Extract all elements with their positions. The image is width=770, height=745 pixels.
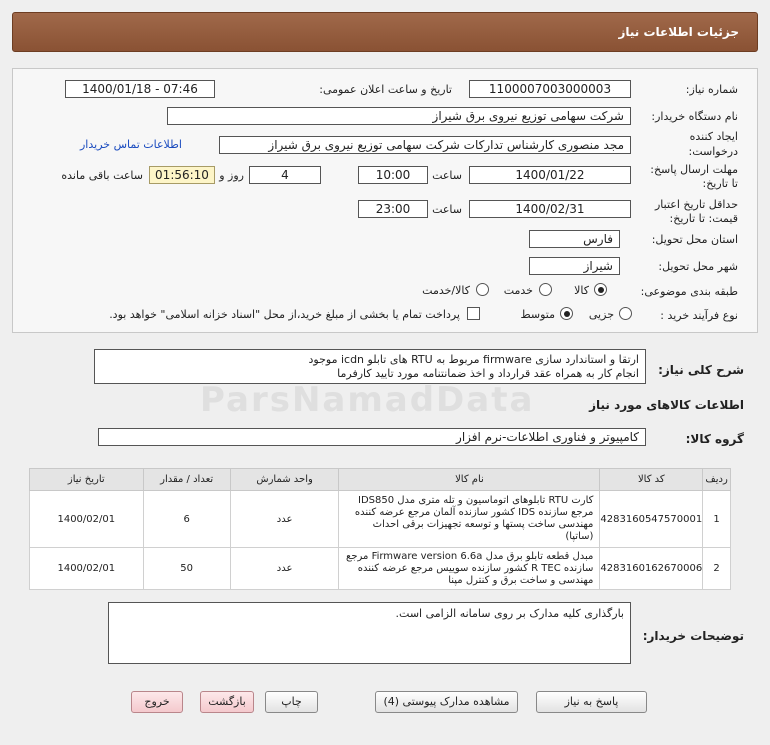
province-label: استان محل تحویل:: [651, 233, 738, 246]
days-field: 4: [249, 166, 321, 184]
exit-button[interactable]: خروج: [131, 691, 183, 713]
creator-field: مجد منصوری کارشناس تدارکات شرکت سهامی توزیع نیروی برق شیراز: [219, 136, 631, 154]
need-number-label: شماره نیاز:: [685, 83, 738, 96]
process-medium-radio[interactable]: [560, 307, 573, 320]
cell-code: 4283160162670006: [600, 548, 703, 590]
category-both-label: کالا/خدمت: [422, 284, 470, 297]
buyer-notes-box: بارگذاری کلیه مدارک بر روی سامانه الزامی است.: [108, 602, 631, 664]
announce-label: تاریخ و ساعت اعلان عمومی:: [319, 83, 452, 96]
category-both-radio[interactable]: [476, 283, 489, 296]
cell-qty: 6: [143, 491, 230, 548]
buyer-contact-link[interactable]: اطلاعات تماس خریدار: [80, 138, 182, 151]
buyer-notes-label: توضیحات خریدار:: [642, 629, 744, 643]
table-header-row: [30, 469, 731, 491]
summary-box: [94, 349, 646, 384]
validity-label-1: حداقل تاریخ اعتبار: [654, 198, 738, 211]
process-medium-label: متوسط: [520, 308, 555, 321]
col-qty: تعداد / مقدار: [143, 469, 230, 491]
reply-deadline-label-2: تا تاریخ:: [702, 177, 738, 190]
cell-name: کارت RTU تابلوهای اتوماسیون و تله متری مدل IDS850 مرجع سازنده IDS کشور سازنده آلمان مرجع عرضه کننده مهندسی ساخت پستها و توسعه تجهیزات برقی احداث (ساتپا): [339, 491, 600, 548]
col-name: نام کالا: [339, 469, 600, 491]
watermark-logo: ParsNamadData: [200, 380, 535, 420]
validity-date-field: 1400/02/31: [469, 200, 631, 218]
process-label: نوع فرآیند خرید :: [660, 309, 738, 322]
back-button[interactable]: بازگشت: [200, 691, 254, 713]
cell-unit: عدد: [230, 548, 339, 590]
reply-time-label: ساعت: [432, 169, 462, 182]
province-field: فارس: [529, 230, 620, 248]
validity-time-label: ساعت: [432, 203, 462, 216]
goods-group-field: کامپیوتر و فناوری اطلاعات-نرم افزار: [98, 428, 646, 446]
category-label: طبقه بندی موضوعی:: [640, 285, 738, 298]
treasury-payment-checkbox[interactable]: [467, 307, 480, 320]
page-header: [12, 12, 758, 52]
process-minor-label: جزیی: [588, 308, 614, 321]
treasury-payment-note: پرداخت تمام یا بخشی از مبلغ خرید،از محل "اسناد خزانه اسلامی" خواهد بود.: [109, 308, 460, 321]
summary-line-1: ارتقا و استاندارد سازی firmware مربوط به RTU های تابلو icdn موجود: [308, 353, 639, 366]
category-goods-label: کالا: [574, 284, 589, 297]
table-row[interactable]: [30, 548, 731, 590]
reply-date-field: 1400/01/22: [469, 166, 631, 184]
goods-table: [29, 468, 731, 590]
remaining-label: ساعت باقی مانده: [61, 169, 143, 182]
validity-time-field: 23:00: [358, 200, 428, 218]
summary-label: شرح کلی نیاز:: [658, 363, 744, 377]
buyer-org-label: نام دستگاه خریدار:: [651, 110, 738, 123]
goods-group-label: گروه کالا:: [685, 432, 744, 446]
col-code: کد کالا: [600, 469, 703, 491]
category-service-label: خدمت: [503, 284, 533, 297]
validity-label-2: قیمت: تا تاریخ:: [669, 212, 738, 225]
view-attachments-button[interactable]: مشاهده مدارک پیوستی (4): [375, 691, 518, 713]
col-date: تاریخ نیاز: [30, 469, 144, 491]
cell-code: 4283160547570001: [600, 491, 703, 548]
city-field: شیراز: [529, 257, 620, 275]
announce-field: 1400/01/18 - 07:46: [65, 80, 215, 98]
need-number-field: 1100007003000003: [469, 80, 631, 98]
reply-time-field: 10:00: [358, 166, 428, 184]
city-label: شهر محل تحویل:: [658, 260, 738, 273]
table-row[interactable]: [30, 491, 731, 548]
page-title: جزئیات اطلاعات نیاز: [618, 25, 739, 39]
cell-row: 2: [703, 548, 731, 590]
cell-qty: 50: [143, 548, 230, 590]
cell-date: 1400/02/01: [30, 491, 144, 548]
cell-name: مبدل قطعه تابلو برق مدل Firmware version 6.6a مرجع سازنده R TEC کشور سازنده سوییس مرجع عرضه کننده مهندسی و ساخت برق و کنترل مپنا: [339, 548, 600, 590]
creator-label-2: درخواست:: [688, 145, 738, 158]
print-button[interactable]: چاپ: [265, 691, 318, 713]
reply-deadline-label-1: مهلت ارسال پاسخ:: [650, 163, 738, 176]
remaining-timer: 01:56:10: [149, 166, 215, 184]
buyer-org-field: شرکت سهامی توزیع نیروی برق شیراز: [167, 107, 631, 125]
summary-line-2: انجام کار به همراه عقد قرارداد و اخذ ضمانتنامه مورد تایید کارفرما: [337, 367, 639, 380]
category-goods-radio[interactable]: [594, 283, 607, 296]
cell-row: 1: [703, 491, 731, 548]
reply-button[interactable]: پاسخ به نیاز: [536, 691, 647, 713]
col-unit: واحد شمارش: [230, 469, 339, 491]
days-label: روز و: [219, 169, 244, 182]
goods-section-title: اطلاعات کالاهای مورد نیاز: [589, 398, 744, 412]
category-service-radio[interactable]: [539, 283, 552, 296]
cell-unit: عدد: [230, 491, 339, 548]
process-minor-radio[interactable]: [619, 307, 632, 320]
cell-date: 1400/02/01: [30, 548, 144, 590]
creator-label-1: ایجاد کننده: [689, 130, 738, 143]
col-row: ردیف: [703, 469, 731, 491]
